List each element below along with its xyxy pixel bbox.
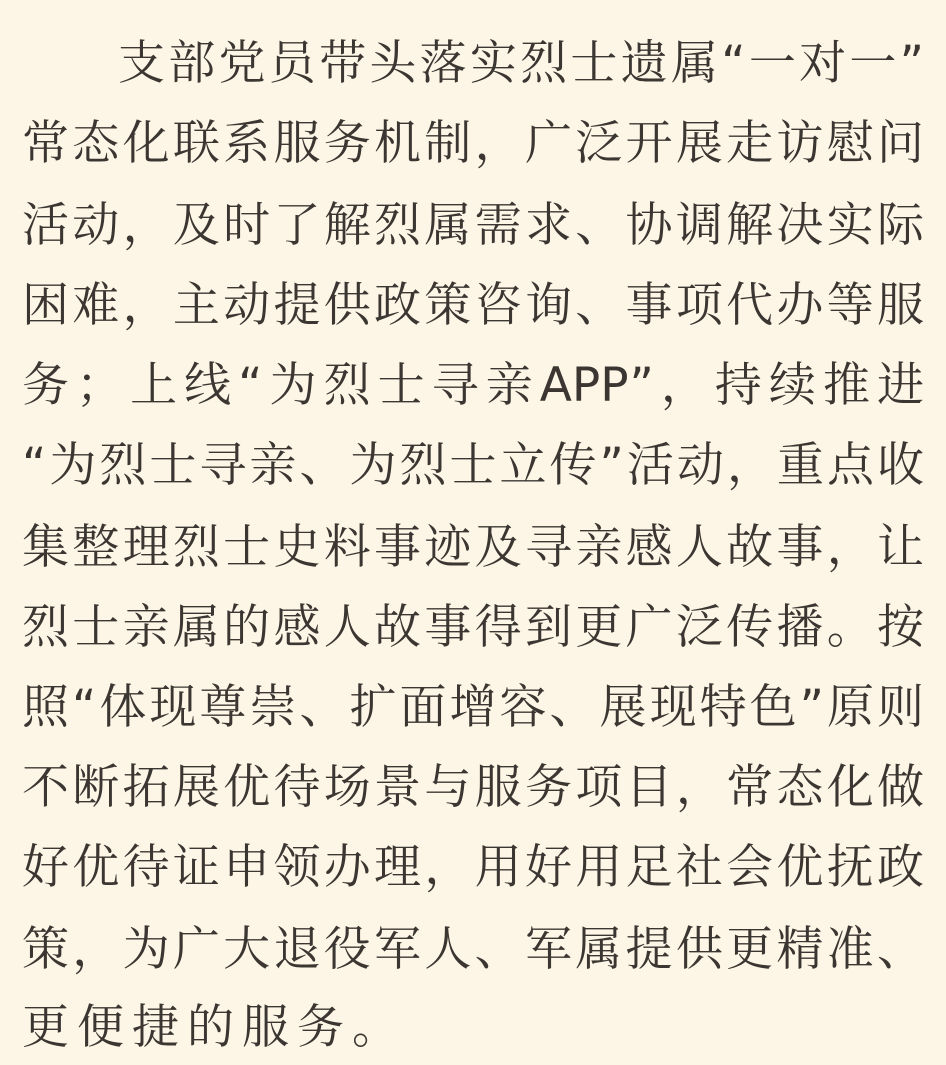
paragraph-line-4: 困难，主动提供政策咨询、事项代办等服 xyxy=(22,278,924,333)
paragraph-line-10: 不断拓展优待场景与服务项目，常态化做 xyxy=(22,760,924,815)
paragraph-line-2: 常态化联系服务机制，广泛开展走访慰问 xyxy=(22,116,924,171)
paragraph-line-12: 策，为广大退役军人、军属提供更精准、 xyxy=(22,922,924,977)
paragraph-line-9: 照“体现尊崇、扩面增容、展现特色”原则 xyxy=(22,680,924,735)
paragraph-line-1: 支部党员带头落实烈士遗属“一对一” xyxy=(118,36,924,91)
paragraph-line-13: 更便捷的服务。 xyxy=(22,1000,407,1055)
paragraph-line-3: 活动，及时了解烈属需求、协调解决实际 xyxy=(22,198,924,253)
paragraph-line-6: “为烈士寻亲、为烈士立传”活动，重点收 xyxy=(22,438,924,493)
paragraph-line-8: 烈士亲属的感人故事得到更广泛传播。按 xyxy=(22,600,924,655)
paragraph-line-7: 集整理烈士史料事迹及寻亲感人故事，让 xyxy=(22,520,924,575)
paragraph-line-11: 好优待证申领办理，用好用足社会优抚政 xyxy=(22,840,924,895)
paragraph-line-5: 务；上线“为烈士寻亲APP”，持续推进 xyxy=(22,358,924,413)
